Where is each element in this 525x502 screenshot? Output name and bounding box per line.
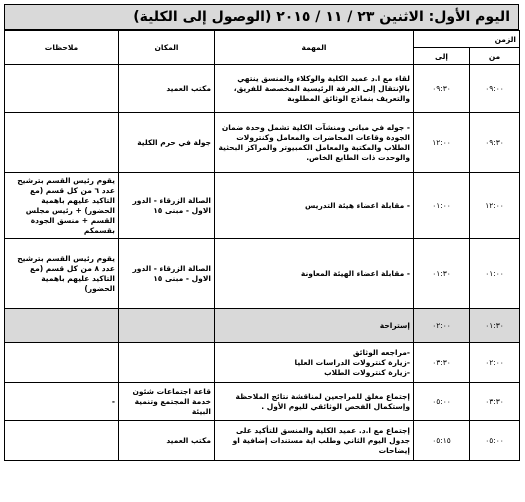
row-to-time: ١٢:٠٠ [414, 113, 470, 173]
row-place: مكتب العميد [119, 421, 215, 461]
row-place [119, 343, 215, 383]
row-place: الصالة الزرقاء - الدور الاول - مبنى ١٥ [119, 173, 215, 239]
row-task: إجتماع مع ا.د. عميد الكلية والمنسق للتأكيد على جدول اليوم الثاني وطلب اية مستندات إضافية او إيضاحات [215, 421, 414, 461]
table-row [5, 421, 520, 461]
row-task: - مقابلة اعضاء هيئة التدريس [215, 173, 414, 239]
row-place [119, 309, 215, 343]
row-task: - مقابلة اعضاء الهيئة المعاونة [215, 239, 414, 309]
schedule-table [4, 30, 520, 461]
row-to-time: ٠١:٣٠ [414, 239, 470, 309]
row-notes: يقوم رئيس القسم بترشيح عدد ٨ من كل قسم (مع التاكيد عليهم باهمية الحضور) [5, 239, 119, 309]
row-from-time: ٠١:٣٠ [470, 309, 520, 343]
row-notes: - [5, 383, 119, 421]
table-row [5, 113, 520, 173]
table-row [5, 343, 520, 383]
row-notes [5, 343, 119, 383]
row-to-time: ٠١:٠٠ [414, 173, 470, 239]
row-from-time: ٠٩:٠٠ [470, 65, 520, 113]
table-row [5, 239, 520, 309]
row-place: قاعة اجتماعات شئون خدمة المجتمع وتنمية البيئة [119, 383, 215, 421]
row-to-time: ٠٢:٠٠ [414, 309, 470, 343]
row-from-time: ٠٢:٠٠ [470, 343, 520, 383]
row-to-time: ٠٥:٠٠ [414, 383, 470, 421]
row-from-time: ١٢:٠٠ [470, 173, 520, 239]
row-to-time: ٠٣:٣٠ [414, 343, 470, 383]
row-place: جولة في حرم الكلية [119, 113, 215, 173]
row-task: لقاء مع ا.د عميد الكلية والوكلاء والمنسق ينتهي بالإنتقال إلى الغرفة الرئيسية المخصصة للفريق، والتعريف بنماذج الوثائق المطلوبة [215, 65, 414, 113]
table-row [5, 383, 520, 421]
row-notes [5, 113, 119, 173]
row-notes: يقوم رئيس القسم بترشيح عدد ٦ من كل قسم (مع التاكيد عليهم باهمية الحضور) + رئيس مجلس القسم + منسق الجودة بقسمكم [5, 173, 119, 239]
row-notes [5, 421, 119, 461]
header-from: من [470, 48, 520, 65]
row-from-time: ٠١:٠٠ [470, 239, 520, 309]
header-notes: ملاحظات [5, 31, 119, 65]
row-place: الصالة الزرقاء - الدور الاول - مبنى ١٥ [119, 239, 215, 309]
row-place: مكتب العميد [119, 65, 215, 113]
table-row [5, 65, 520, 113]
table-row-break [5, 309, 520, 343]
row-to-time: ٠٩:٣٠ [414, 65, 470, 113]
row-task: إجتماع مغلق للمراجعين لمناقشة نتائج الملاحظة وإستكمال الفحص الوثائقي لليوم الأول . [215, 383, 414, 421]
header-to: إلى [414, 48, 470, 65]
row-task: إستراحة [215, 309, 414, 343]
row-to-time: ٠٥:١٥ [414, 421, 470, 461]
header-task: المهمة [215, 31, 414, 65]
page-title: اليوم الأول: الاثنين ٢٣ / ١١ / ٢٠١٥ (الوصول إلى الكلية) [4, 4, 519, 30]
row-from-time: ٠٩:٣٠ [470, 113, 520, 173]
row-task: -مراجعه الوثائق -زيارة كنترولات الدراسات العليا -زيارة كنترولات الطلاب [215, 343, 414, 383]
row-notes [5, 309, 119, 343]
table-row [5, 173, 520, 239]
header-time: الزمن [414, 31, 520, 48]
row-task: - جوله في مباني ومنشآت الكلية تشمل وحدة ضمان الجودة وقاعات المحاضرات والمعامل وكنترولات الطلاب والمكتبة والمعامل الكمبيوتر والمراكز البحثية والوحدت ذات الطابع الخاص. [215, 113, 414, 173]
row-notes [5, 65, 119, 113]
row-from-time: ٠٣:٣٠ [470, 383, 520, 421]
header-place: المكان [119, 31, 215, 65]
row-from-time: ٠٥:٠٠ [470, 421, 520, 461]
